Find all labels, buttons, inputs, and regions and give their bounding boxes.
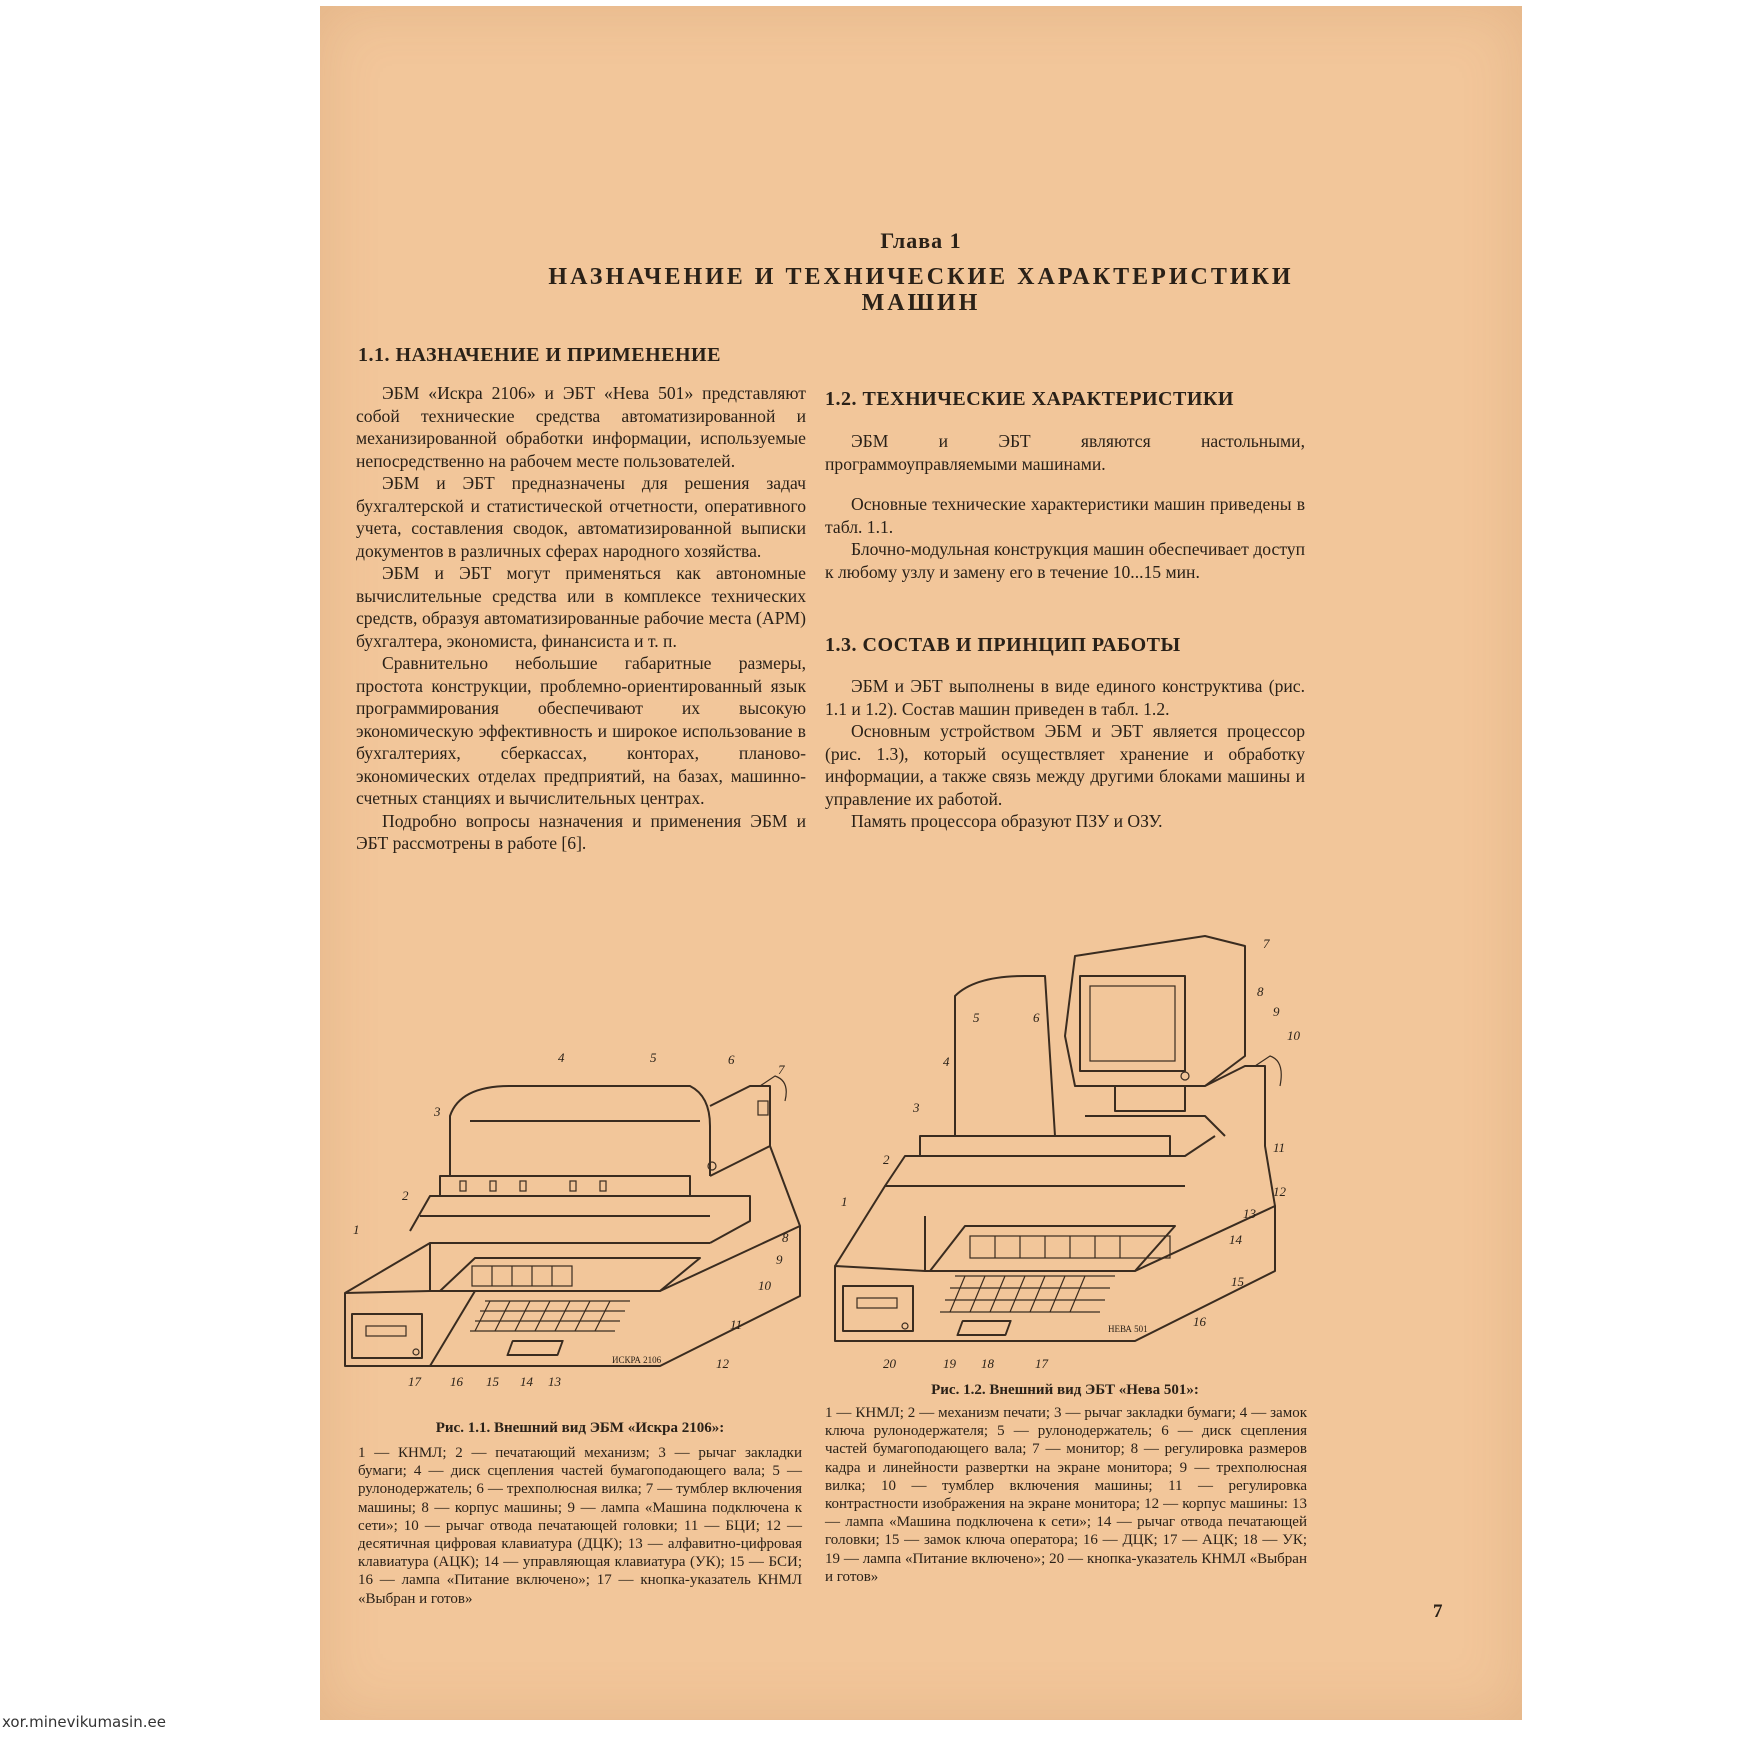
section-1-1-body <box>356 382 806 855</box>
callout-label: 8 <box>782 1230 789 1245</box>
figure-1-1-caption: Рис. 1.1. Внешний вид ЭБМ «Искра 2106»: <box>435 1420 725 1436</box>
figure-1-1-drawing <box>330 1046 810 1396</box>
section-1-3-heading: 1.3. СОСТАВ И ПРИНЦИП РАБОТЫ <box>825 634 1181 656</box>
model-plate: НЕВА 501 <box>1108 1324 1148 1334</box>
callout-label: 6 <box>1033 1010 1040 1025</box>
callout-label: 4 <box>943 1054 950 1069</box>
callout-label: 1 <box>353 1222 360 1237</box>
model-plate: ИСКРА 2106 <box>612 1355 662 1365</box>
callout-label: 8 <box>1257 984 1264 999</box>
callout-label: 19 <box>943 1356 956 1371</box>
figure-1-1-legend-text: 1 — КНМЛ; 2 — печатающий механизм; 3 — рычаг закладки бумаги; 4 — диск сцепления частей бумагоподающего вала; 5 — рулонодержатель; 6 — трехполюсная вилка; 7 — тумблер включения машины; 8 — корпус машины; 9 — лампа «Машина подключена к сети»; 10 — рычаг отвода печатающей головки; 11 — БЦИ; 12 — десятичная цифровая клавиатура (ДЦК); 13 — алфавитно-цифровая клавиатура (АЦК); 14 — управляющая клавиатура (УК); 15 — БСИ; 16 — лампа «Питание включено»; 17 — кнопка-указатель КНМЛ «Выбран и готов» <box>358 1445 802 1607</box>
callout-label: 7 <box>1263 936 1270 951</box>
callout-label: 20 <box>883 1356 896 1371</box>
callout-label: 1 <box>841 1194 848 1209</box>
figure-1-2-drawing <box>825 916 1305 1376</box>
figure-1-1-callouts <box>353 1050 789 1389</box>
callout-label: 14 <box>520 1374 533 1389</box>
callout-label: 12 <box>1273 1184 1286 1199</box>
callout-label: 16 <box>450 1374 463 1389</box>
chapter-title-line-2: МАШИН <box>861 290 981 316</box>
callout-label: 16 <box>1193 1314 1206 1329</box>
callout-label: 13 <box>1243 1206 1256 1221</box>
callout-label: 14 <box>1229 1232 1242 1247</box>
callout-label: 5 <box>650 1050 657 1065</box>
display-cells <box>472 1266 572 1286</box>
section-1-1-heading: 1.1. НАЗНАЧЕНИЕ И ПРИМЕНЕНИЕ <box>358 344 721 366</box>
page-number: 7 <box>1433 1601 1443 1622</box>
chapter-label: Глава 1 <box>880 228 962 253</box>
callout-label: 18 <box>981 1356 994 1371</box>
printer-levers <box>460 1181 606 1191</box>
callout-label: 4 <box>558 1050 565 1065</box>
keyboard-keys <box>470 1301 630 1331</box>
figure-1-2-caption: Рис. 1.2. Внешний вид ЭБТ «Нева 501»: <box>931 1382 1199 1398</box>
callout-label: 12 <box>716 1356 729 1371</box>
keyboard-keys <box>940 1276 1115 1312</box>
callout-label: 10 <box>1287 1028 1300 1043</box>
section-1-3-body <box>825 675 1305 833</box>
section-1-1-paragraph: ЭБМ «Искра 2106» и ЭБТ «Нева 501» представляют собой технические средства автоматизированной и механизированной обработки информации, используемые непосредственно на рабочем месте пользователей. <box>356 383 806 471</box>
callout-label: 3 <box>434 1104 441 1119</box>
callout-label: 9 <box>1273 1004 1280 1019</box>
callout-label: 17 <box>1035 1356 1048 1371</box>
callout-label: 15 <box>1231 1274 1244 1289</box>
callout-label: 3 <box>913 1100 920 1115</box>
callout-label: 9 <box>776 1252 783 1267</box>
callout-label: 2 <box>883 1152 890 1167</box>
callout-label: 17 <box>408 1374 421 1389</box>
figure-1-2-callouts <box>841 936 1301 1371</box>
section-1-2-body <box>825 430 1305 583</box>
section-1-2-paragraph: Основные технические характеристики машин приведены в табл. 1.1. <box>825 494 1305 537</box>
section-1-3-paragraph: Основным устройством ЭБМ и ЭБТ является процессор (рис. 1.3), который осуществляет хранение и обработку информации, а также связь между другими блоками машины и управление их работой. <box>825 721 1305 809</box>
section-1-3-paragraph: ЭБМ и ЭБТ выполнены в виде единого конструктива (рис. 1.1 и 1.2). Состав машин приведен в табл. 1.2. <box>825 676 1305 719</box>
watermark: xor.minevikumasin.ee <box>2 1713 166 1731</box>
callout-label: 7 <box>778 1062 785 1077</box>
callout-label: 6 <box>728 1052 735 1067</box>
section-1-2-paragraph: ЭБМ и ЭБТ являются настольными, программоуправляемыми машинами. <box>825 431 1305 474</box>
callout-label: 5 <box>973 1010 980 1025</box>
figure-1-2-legend <box>825 1404 1307 1586</box>
callout-label: 13 <box>548 1374 561 1389</box>
document-page <box>320 6 1522 1720</box>
callout-label: 11 <box>1273 1140 1286 1155</box>
section-1-1-paragraph: Подробно вопросы назначения и применения ЭБМ и ЭБТ рассмотрены в работе [6]. <box>356 810 806 853</box>
figure-1-1-legend <box>358 1444 802 1608</box>
callout-label: 11 <box>730 1317 743 1332</box>
section-1-1-paragraph: ЭБМ и ЭБТ предназначены для решения задач бухгалтерской и статистической отчетности, оперативного учета, составления сводок, автоматизированной выписки документов в различных сферах народного хозяйства. <box>356 473 806 561</box>
section-1-1-paragraph: Сравнительно небольшие габаритные размеры, простота конструкции, проблемно-ориентированный язык программирования обеспечивают их высокую экономическую эффективность и широкое использование в бухгалтериях, сберкассах, конторах, планово-экономических отделах предприятий, на базах, машинно-счетных станциях и вычислительных центрах. <box>356 653 806 808</box>
section-1-3-paragraph: Память процессора образуют ПЗУ и ОЗУ. <box>851 811 1163 831</box>
section-1-1-paragraph: ЭБМ и ЭБТ могут применяться как автономные вычислительные средства или в комплексе технических средств, образуя автоматизированные рабочие места (АРМ) бухгалтера, экономиста, финансиста и т. п. <box>356 563 806 651</box>
callout-label: 10 <box>758 1278 771 1293</box>
figure-1-2-legend-text: 1 — КНМЛ; 2 — механизм печати; 3 — рычаг закладки бумаги; 4 — замок ключа рулонодержателя; 5 — рулонодержатель; 6 — диск сцепления частей бумагоподающего вала; 7 — монитор; 8 — регулировка размеров кадра и линейности развертки на экране монитора; 9 — трехполюсная вилка; 10 — тумблер включения машины; 11 — регулировка контрастности изображения на экране монитора; 12 — корпус машины: 13 — лампа «Машина подключена к сети»; 14 — рычаг отвода печатающей головки; 15 — замок ключа оператора; 16 — ДЦК; 17 — АЦК; 18 — УК; 19 — лампа «Питание включено»; 20 — кнопка-указатель КНМЛ «Выбран и готов» <box>825 1405 1307 1585</box>
terminal-illustration <box>835 936 1281 1341</box>
chapter-title-line-1: НАЗНАЧЕНИЕ И ТЕХНИЧЕСКИЕ ХАРАКТЕРИСТИКИ <box>548 264 1294 290</box>
section-1-2-heading: 1.2. ТЕХНИЧЕСКИЕ ХАРАКТЕРИСТИКИ <box>825 388 1234 410</box>
section-1-2-paragraph: Блочно-модульная конструкция машин обеспечивает доступ к любому узлу и замену его в течение 10...15 мин. <box>825 539 1305 582</box>
callout-label: 15 <box>486 1374 499 1389</box>
display-cells <box>970 1236 1170 1258</box>
callout-label: 2 <box>402 1188 409 1203</box>
